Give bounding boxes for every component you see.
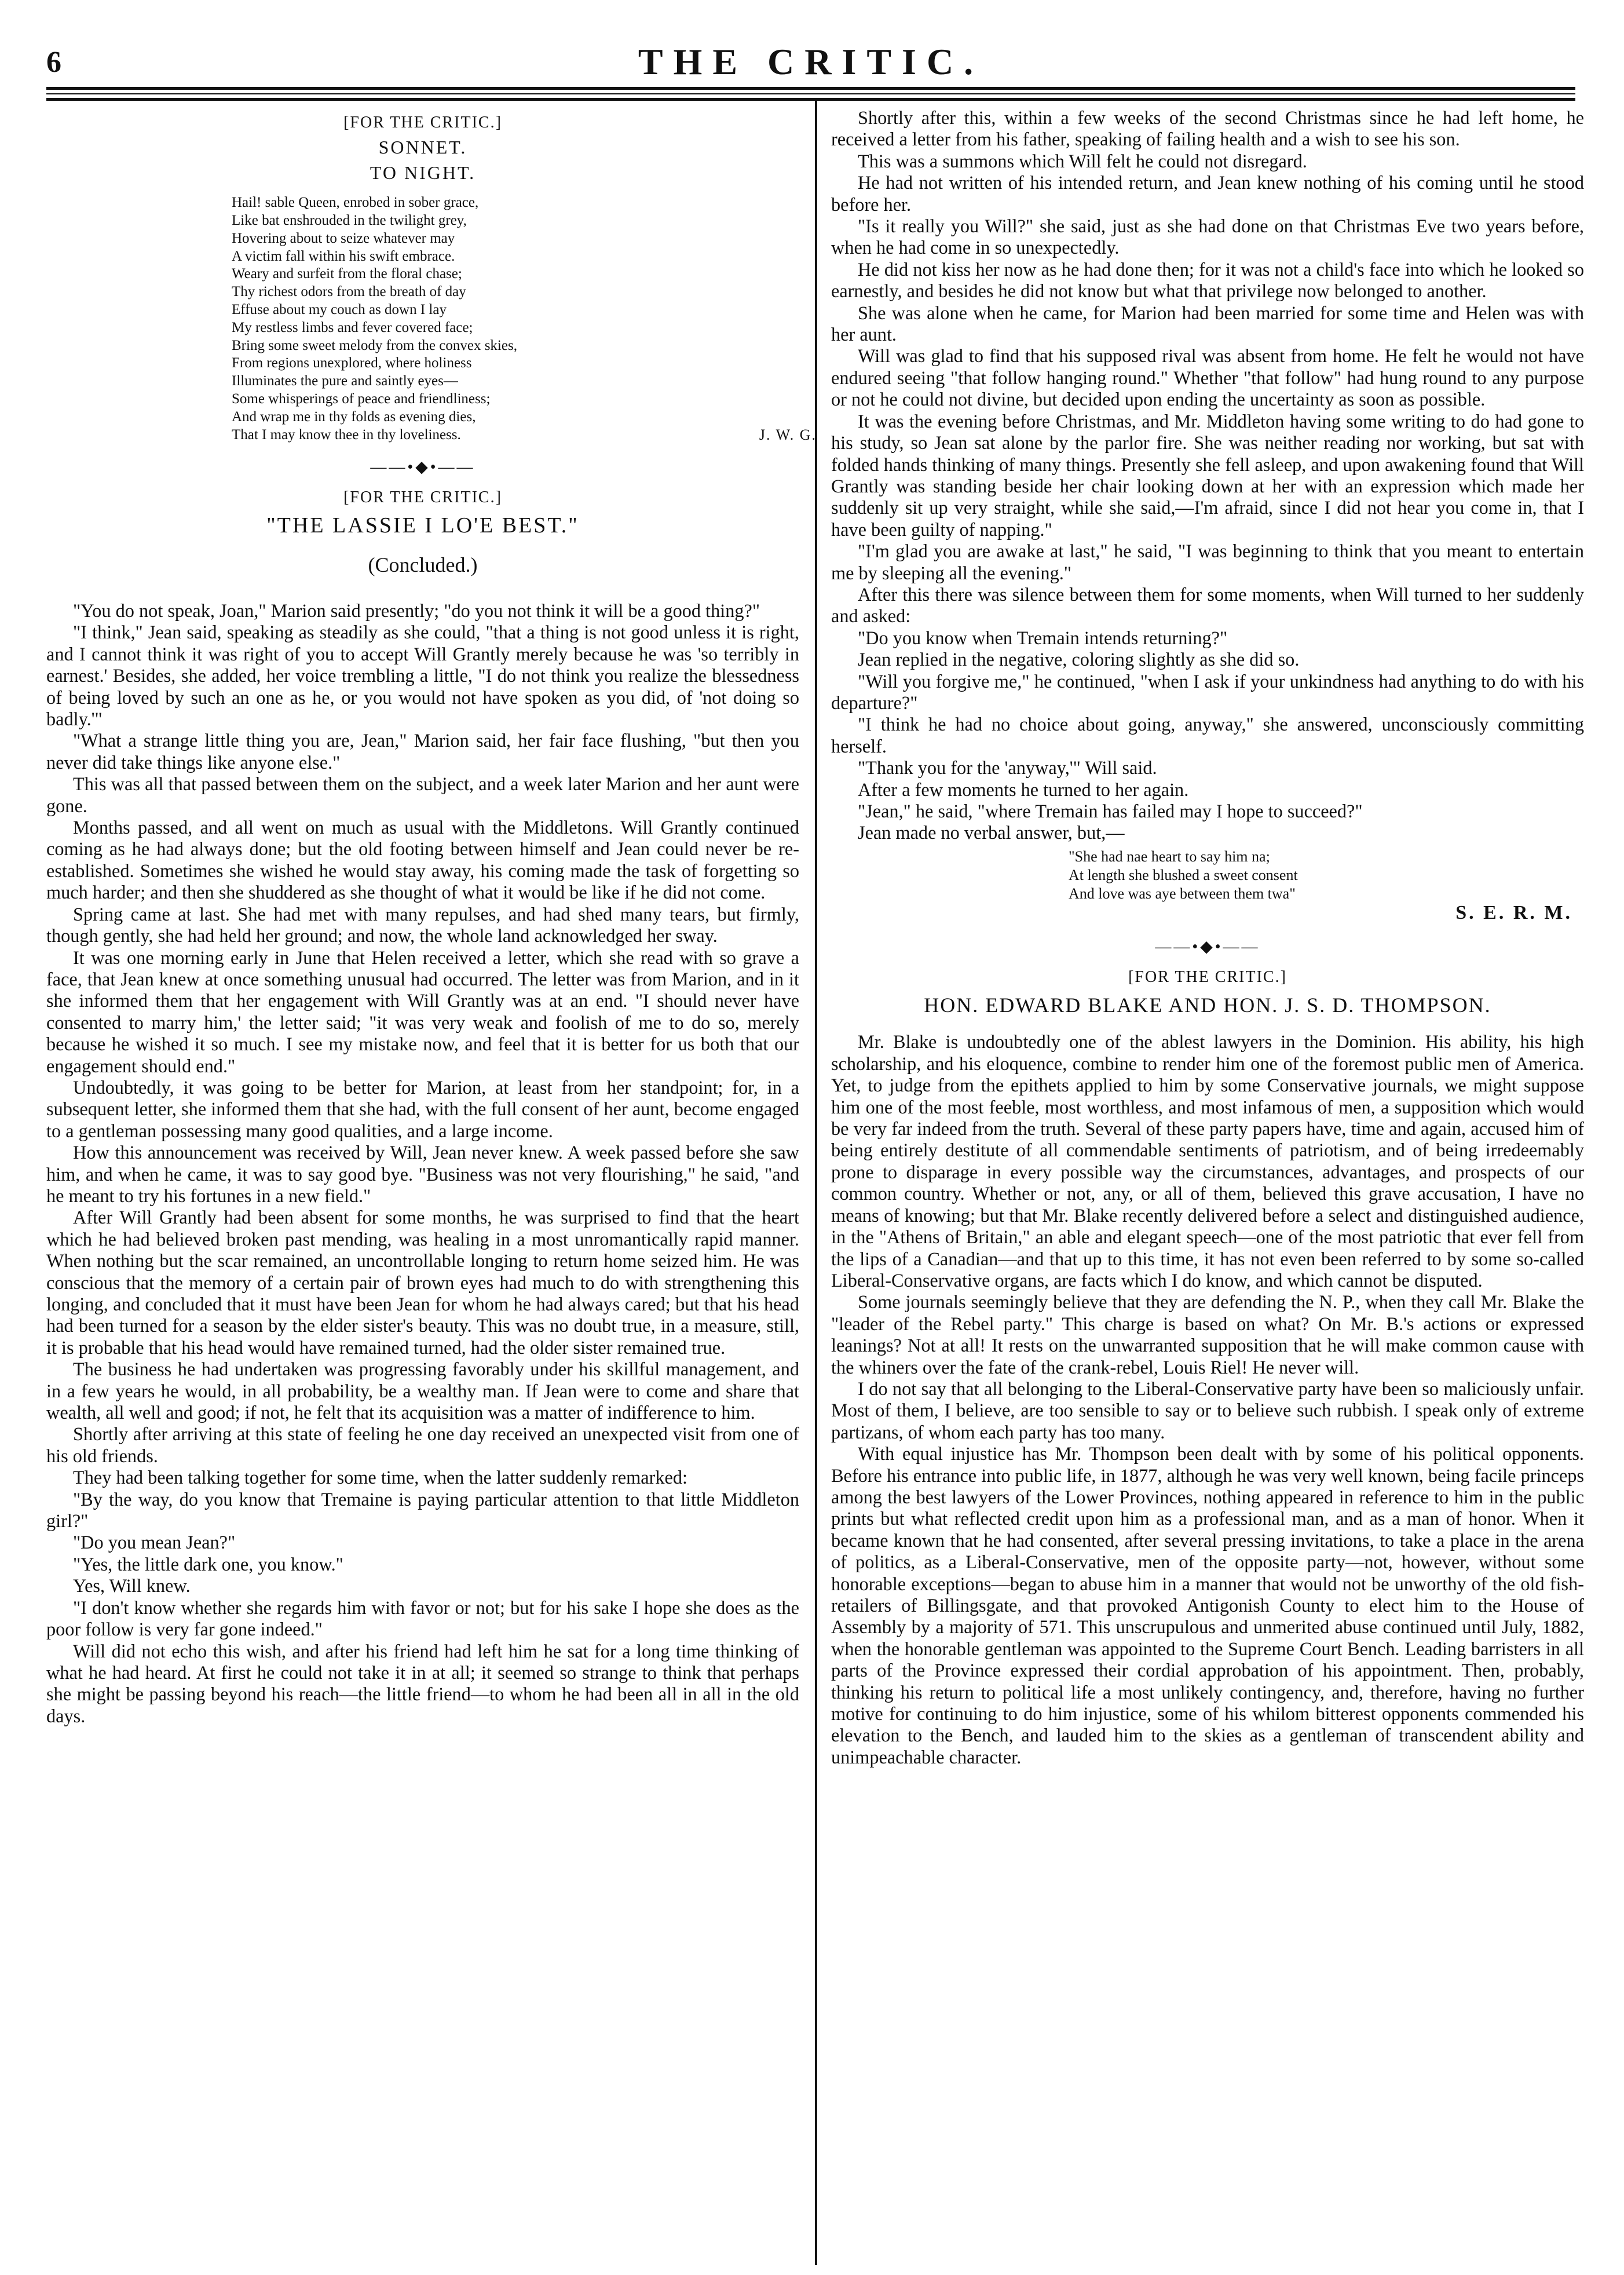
- sonnet-line: My restless limbs and fever covered face;: [232, 319, 473, 335]
- story-paragraph: "I don't know whether she regards him with favor or not; but for his sake I hope she does as the poor follow is very far gone indeed.": [46, 1597, 799, 1640]
- masthead-rules: [46, 87, 1575, 101]
- story-paragraph: This was a summons which Will felt he could not disregard.: [858, 150, 1307, 171]
- sonnet-heading: SONNET.: [378, 137, 467, 158]
- story-paragraph: How this announcement was received by Will, Jean never knew. A week passed before she saw him, and when he came, it was to say good bye. "Business was not very flourishing," he said, "and he meant to try his fortunes in a new field.": [46, 1142, 799, 1206]
- story-paragraph: Undoubtedly, it was going to be better for Marion, at least from her standpoint; for, in a subsequent letter, she informed them that she had, with the full consent of her aunt, become engaged to a gentleman possessing many good qualities, and a large income.: [46, 1076, 799, 1141]
- story-paragraph: The business he had undertaken was progressing favorably under his skillful management, and in a few years he would, in all probability, be a wealthy man. If Jean were to come and share that wealth, all well and good; if not, he felt that its acquisition was a matter of indifference to him.: [46, 1359, 799, 1423]
- sonnet-line: Effuse about my couch as down I lay: [232, 302, 447, 317]
- sonnet-line: Weary and surfeit from the floral chase;: [232, 266, 462, 282]
- sonnet-source-note: [FOR THE CRITIC.]: [343, 114, 502, 132]
- story-paragraph: He had not written of his intended return, and Jean knew nothing of his coming until he stood before her.: [831, 172, 1584, 215]
- sonnet-subheading: TO NIGHT.: [370, 162, 476, 183]
- story-paragraph: Jean replied in the negative, coloring slightly as she did so.: [858, 649, 1300, 670]
- story-paragraph: Months passed, and all went on much as usual with the Middletons. Will Grantly continued coming as he had always done; but the old footing between himself and Jean could never be re-established. Sometimes she wished he would stay away, his coming made the task of forgetting so much harder; and then she shuddered as she thought of what it would be like if he did not come.: [46, 817, 799, 903]
- sonnet-signature: J. W. G.: [759, 426, 817, 443]
- story-paragraph: "I'm glad you are awake at last," he said, "I was beginning to think that you meant to entertain me by sleeping all the evening.": [831, 541, 1584, 583]
- story-paragraph: Spring came at last. She had met with many repulses, and had shed many tears, but firmly, though gently, she had held her ground; and now, the whole land acknowledged her sway.: [46, 903, 799, 947]
- article-source-note: [FOR THE CRITIC.]: [1128, 967, 1287, 986]
- right-column: [831, 107, 1584, 1768]
- sonnet-line: From regions unexplored, where holiness: [232, 355, 472, 371]
- story-subtitle: (Concluded.): [368, 553, 478, 576]
- paper-title: THE CRITIC.: [638, 41, 984, 82]
- article-paragraph: I do not say that all belonging to the Liberal-Conservative party have been so maliciously unfair. Most of them, I believe, are too sensible to say or to believe such rubbish. I speak only of extreme partizans, of whom each party has too many.: [831, 1378, 1584, 1443]
- story-paragraph: After a few moments he turned to her again.: [858, 779, 1189, 800]
- story-title: "THE LASSIE I LO'E BEST.": [266, 513, 579, 538]
- quote-line: At length she blushed a sweet consent: [1069, 866, 1298, 883]
- story-paragraph: It was one morning early in June that Helen received a letter, which she read with so grave a face, that Jean knew at once something unusual had occurred. The letter was from Marion, and in it she informed them that her engagement with Will Grantly was at an end. "I should never have consented to marry him,' the letter said; "it was very weak and foolish of me to do so, merely because he wished it so much. I see my mistake now, and feel that it is better for us both that our engagement should end.": [46, 947, 799, 1076]
- story-paragraph: "By the way, do you know that Tremaine is paying particular attention to that little Middleton girl?": [46, 1488, 799, 1532]
- story-paragraph: She was alone when he came, for Marion had been married for some time and Helen was with her aunt.: [831, 302, 1584, 345]
- sonnet-line: Bring some sweet melody from the convex skies,: [232, 337, 517, 353]
- section-divider: ——•◆•——: [1155, 938, 1260, 956]
- story-paragraph: "Jean," he said, "where Tremain has failed may I hope to succeed?": [858, 801, 1363, 821]
- sonnet-body: [232, 194, 817, 444]
- quote-line: "She had nae heart to say him na;: [1069, 848, 1270, 865]
- story-paragraph: "Thank you for the 'anyway,'" Will said.: [858, 757, 1157, 779]
- story-paragraph: "What a strange little thing you are, Jean," Marion said, her fair face flushing, "but then you never did take things like anyone else.": [46, 730, 799, 773]
- section-divider: ——•◆•——: [370, 458, 476, 477]
- sonnet-line: Thy richest odors from the breath of day: [232, 284, 466, 300]
- story-paragraph: "Is it really you Will?" she said, just as she had done on that Christmas Eve two years before, when he had come in so unexpectedly.: [831, 216, 1584, 258]
- story-paragraph: After this there was silence between them for some moments, when Will turned to her suddenly and asked:: [831, 583, 1584, 627]
- article-paragraph: Some journals seemingly believe that they are defending the N. P., when they call Mr. Blake the "leader of the Rebel party." This charge is based on what? On Mr. B.'s actions or expressed leanings? Not at all! It rests on the unwarranted supposition that he will make common cause with the whiners over the fate of the crank-rebel, Louis Riel! He never will.: [831, 1291, 1584, 1378]
- story-paragraph: Will was glad to find that his supposed rival was absent from home. He felt he would not have endured seeing "that follow hanging round." Whether "that follow" had hung round to any purpose or not he could not divine, but decided upon ending the uncertainty as soon as possible.: [831, 345, 1584, 410]
- sonnet-line: Hovering about to seize whatever may: [232, 230, 455, 246]
- article-paragraph: With equal injustice has Mr. Thompson been dealt with by some of his political opponents. Before his entrance into public life, in 1877, although he was very well known, being facile princeps among the best lawyers of the Lower Provinces, nothing appeared in reference to him in the public prints but what reflected credit upon him as a professional man, and as a man of honor. When it became known that he had consented, after several pressing invitations, to take a place in the arena of politics, as a Liberal-Conservative, men of the opposite party—not, however, without some honorable exceptions—began to abuse him in a manner that would not be unworthy of the old fish-retailers of Billingsgate, and that provoked Antigonish County to elect him to the House of Assembly by a majority of 571. This unscrupulous and unmerited abuse continued until July, 1882, when the honorable gentleman was appointed to the Supreme Court Bench. Leading barristers in all parts of the Province expressed their cordial approbation of his appointment. Then, probably, thinking his return to political life a most unlikely contingency, and, therefore, having no further motive for continuing to do him injustice, some of his whilom bitterest opponents commended his elevation to the Bench, and lauded him to the skies as a gentleman of transcendent ability and unimpeachable character.: [831, 1443, 1584, 1768]
- story-paragraph: "I think he had no choice about going, anyway," she answered, unconsciously committing herself.: [831, 714, 1584, 757]
- story-closing-quote: [1069, 848, 1584, 903]
- sonnet-line: Like bat enshrouded in the twilight grey,: [232, 213, 467, 229]
- story-paragraph: Shortly after arriving at this state of feeling he one day received an unexpected visit from one of his old friends.: [46, 1423, 799, 1466]
- story-paragraph: "Yes, the little dark one, you know.": [73, 1553, 343, 1575]
- column-divider: [815, 98, 817, 2265]
- story-paragraph: They had been talking together for some time, when the latter suddenly remarked:: [73, 1467, 687, 1488]
- story-paragraph: Yes, Will knew.: [73, 1575, 191, 1597]
- story-paragraph: "Do you mean Jean?": [73, 1532, 236, 1553]
- story-paragraph: "Will you forgive me," he continued, "when I ask if your unkindness had anything to do with his departure?": [831, 670, 1584, 713]
- story-source-note: [FOR THE CRITIC.]: [343, 488, 502, 506]
- masthead: [46, 41, 1575, 87]
- article-title: HON. EDWARD BLAKE AND HON. J. S. D. THOMPSON.: [924, 994, 1491, 1017]
- sonnet-line: Some whisperings of peace and friendliness;: [232, 390, 491, 407]
- story-paragraph: After Will Grantly had been absent for some months, he was surprised to find that the heart which he had believed broken past mending, was healing in a most unromantically rapid manner. When nothing but the scar remained, an uncontrollable longing to return home seized him. He was conscious that the memory of a certain pair of brown eyes had much to do with strengthening this longing, and concluded that it must have been Jean for whom he had always cared; but that his head had been turned for a season by the elder sister's beauty. This was no doubt true, in a measure, still, it is probable that his head would have remained turned, had the older sister remained true.: [46, 1207, 799, 1358]
- sonnet-line: A victim fall within his swift embrace.: [232, 248, 455, 264]
- sonnet-line: That I may know thee in thy loveliness.: [232, 426, 461, 443]
- story-paragraph: It was the evening before Christmas, and Mr. Middleton having some writing to do had gone to his study, so Jean sat alone by the parlor fire. She was neither reading nor working, but sat with folded hands thinking of many things. Presently she fell asleep, and upon awakening found that Will Grantly was standing beside her chair looking down at her with an expression which made her suddenly sit up very straight, while she said,—I'm afraid, since I did not hear you come in, that I have been guilty of napping.": [831, 410, 1584, 540]
- story-paragraph: He did not kiss her now as he had done then; for it was not a child's face into which he looked so earnestly, and besides he did not know but what that privilege now belonged to another.: [831, 258, 1584, 302]
- story-paragraph: Shortly after this, within a few weeks of the second Christmas since he had left home, he received a letter from his father, speaking of failing health and a wish to see his son.: [831, 107, 1584, 150]
- sonnet-line: Illuminates the pure and saintly eyes—: [232, 373, 458, 389]
- quote-line: And love was aye between them twa": [1069, 885, 1296, 902]
- left-column: [46, 107, 817, 1727]
- sonnet-line: And wrap me in thy folds as evening dies,: [232, 408, 476, 425]
- page-number: 6: [46, 46, 61, 79]
- story-paragraph: Jean made no verbal answer, but,—: [858, 822, 1125, 843]
- article-paragraph: Mr. Blake is undoubtedly one of the ablest lawyers in the Dominion. His ability, his high scholarship, and his eloquence, combine to render him one of the foremost public men of America. Yet, to judge from the epithets applied to him by some Conservative journals, we might suppose him one of the most feeble, most worthless, and most infamous of men, a supposition which would be very far indeed from the truth. Several of these party papers have, time and again, accused him of being entirely destitute of all commendable sentiments of patriotism, and of being irredeemably prone to disparage in every possible way the circumstances, advantages, and prospects of our common country. Whether or not, any, or all of them, believed this grave accusation, I have no means of knowing; but that Mr. Blake recently delivered before a select and distinguished audience, in the "Athens of Britain," an able and elegant speech—one of the most patriotic that ever fell from the lips of a Canadian—and that up to this time, it has not even been referred to by some so-called Liberal-Conservative organs, are facts which I do know, and which cannot be disputed.: [831, 1031, 1584, 1291]
- story-paragraph: "You do not speak, Joan," Marion said presently; "do you not think it will be a good thing?": [73, 600, 760, 621]
- story-signature: S. E. R. M.: [1455, 901, 1572, 923]
- story-paragraph: This was all that passed between them on the subject, and a week later Marion and her aunt were gone.: [46, 773, 799, 816]
- sonnet-line: Hail! sable Queen, enrobed in sober grace,: [232, 195, 479, 211]
- story-paragraph: Will did not echo this wish, and after his friend had left him he sat for a long time thinking of what he had heard. At first he could not take it in at all; it seemed so strange to think that perhaps she might be passing beyond his reach—the little friend—to whom he had been all in all in the old days.: [46, 1640, 799, 1726]
- story-paragraph: "I think," Jean said, speaking as steadily as she could, "that a thing is not good unless it is right, and I cannot think it was right of you to accept Will Grantly merely because he was 'so terribly in earnest.' Besides, she added, her voice trembling a little, "I do not think you realize the blessedness of being loved by such an one as he, or you would not have spoken as you did, of 'not doing so badly.'": [46, 622, 799, 730]
- story-paragraph: "Do you know when Tremain intends returning?": [858, 627, 1228, 648]
